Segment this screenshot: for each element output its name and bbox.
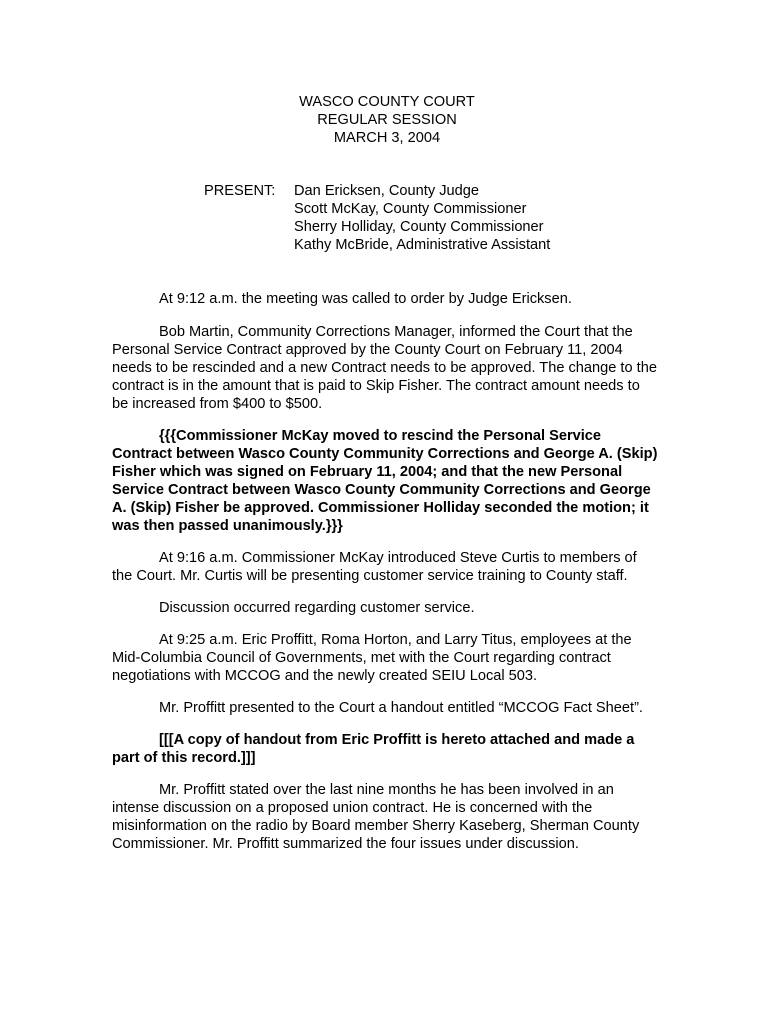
session-type: REGULAR SESSION bbox=[317, 112, 457, 128]
motion-rescind-contract: {{{Commissioner McKay moved to rescind the Personal Service Contract between Wasco County Community Corrections and George A. (Skip) Fisher which was signed on February 11, 2004; and that the new Personal Service Contract between Wasco County Community Corrections and George A. (Skip) Fisher be approved. Commissioner Holliday seconded the motion; it was then passed unanimously.}}} bbox=[112, 428, 658, 534]
paragraph-discussion: Discussion occurred regarding customer service. bbox=[159, 600, 475, 616]
attendee: Scott McKay, County Commissioner bbox=[294, 201, 527, 217]
paragraph-mccog-meeting: At 9:25 a.m. Eric Proffitt, Roma Horton, and Larry Titus, employees at the Mid-Columbia Council of Governments, met with the Court regarding contract negotiations with MCCOG and the newly created SEIU Local 503. bbox=[112, 632, 632, 684]
attachment-note: [[[A copy of handout from Eric Proffitt is hereto attached and made a part of this record.]]] bbox=[112, 732, 635, 766]
attendee: Kathy McBride, Administrative Assistant bbox=[294, 237, 551, 253]
paragraph-introduction: At 9:16 a.m. Commissioner McKay introduced Steve Curtis to members of the Court. Mr. Curtis will be presenting customer service training to County staff. bbox=[112, 550, 637, 584]
paragraph-handout: Mr. Proffitt presented to the Court a handout entitled “MCCOG Fact Sheet”. bbox=[159, 700, 643, 716]
paragraph-contract-change: Bob Martin, Community Corrections Manager, informed the Court that the Personal Service Contract approved by the County Court on February 11, 2004 needs to be rescinded and a new Contract needs to be approved. The change to the contract is in the amount that is paid to Skip Fisher. The contract amount needs to be increased from $400 to $500. bbox=[112, 324, 657, 412]
paragraph-call-to-order: At 9:12 a.m. the meeting was called to order by Judge Ericksen. bbox=[159, 291, 572, 307]
session-date: MARCH 3, 2004 bbox=[333, 130, 441, 146]
present-label: PRESENT: bbox=[204, 183, 276, 199]
attendee-list bbox=[294, 182, 550, 254]
document-header bbox=[0, 93, 770, 147]
attendee: Dan Ericksen, County Judge bbox=[294, 183, 479, 199]
paragraph-proffitt-statement: Mr. Proffitt stated over the last nine months he has been involved in an intense discussion on a proposed union contract. He is concerned with the misinformation on the radio by Board member Sherry Kaseberg, Sherman County Commissioner. Mr. Proffitt summarized the four issues under discussion. bbox=[112, 782, 640, 852]
attendance-block bbox=[204, 182, 550, 254]
attendee: Sherry Holliday, County Commissioner bbox=[294, 219, 544, 235]
court-name: WASCO COUNTY COURT bbox=[299, 94, 475, 110]
minutes-body bbox=[112, 290, 658, 867]
